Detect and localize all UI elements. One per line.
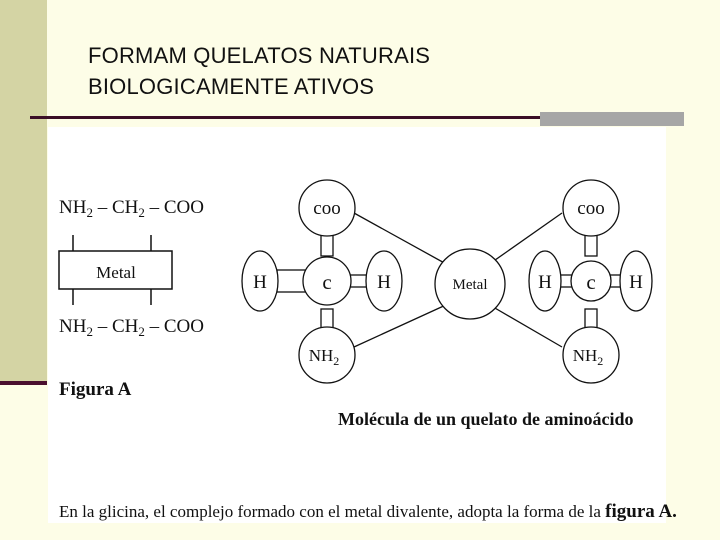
hydrogen-label: H [629,272,643,293]
hydrogen-label: H [253,272,267,293]
figure-a-caption: Figura A [59,379,132,400]
figure-a-bottom-formula: $NH_2 - CH_2$ – COO [59,316,204,339]
footer-text: En la glicina, el complejo formado con el metal divalente, adopta la forma de la [59,502,606,521]
footer-emphasis: figura A. [605,501,677,522]
molecule-caption: Molécula de un quelato de aminoácido [338,409,634,429]
title-divider-accent [540,112,684,126]
carbon-label: c [322,270,332,294]
carbon-label: c [586,270,596,294]
left-accent-line [0,381,47,385]
chelate-figure [48,127,677,523]
left-accent-bar [0,0,47,384]
nh2-label: $NH_2$ [572,346,604,368]
footer-sentence [59,501,677,522]
hydrogen-label: H [377,272,391,293]
slide-title [88,40,688,102]
hydrogen-label: H [538,272,552,293]
metal-label: Metal [452,277,488,293]
title-line-1: FORMAM QUELATOS NATURAIS [88,43,431,68]
chelate-diagram [48,127,677,523]
coordination-bond [354,304,448,347]
coo-label: coo [313,198,341,219]
title-divider [30,116,540,119]
coordination-bond [354,213,448,265]
figure-a-metal-label: Metal [96,263,136,282]
coo-label: coo [577,198,605,219]
title-line-2: BIOLOGICAMENTE ATIVOS [88,74,375,99]
nh2-label: $NH_2$ [308,346,340,368]
figure-a-top-formula: $NH_2 - CH_2$ – COO [59,197,204,220]
coordination-bond [488,304,562,347]
